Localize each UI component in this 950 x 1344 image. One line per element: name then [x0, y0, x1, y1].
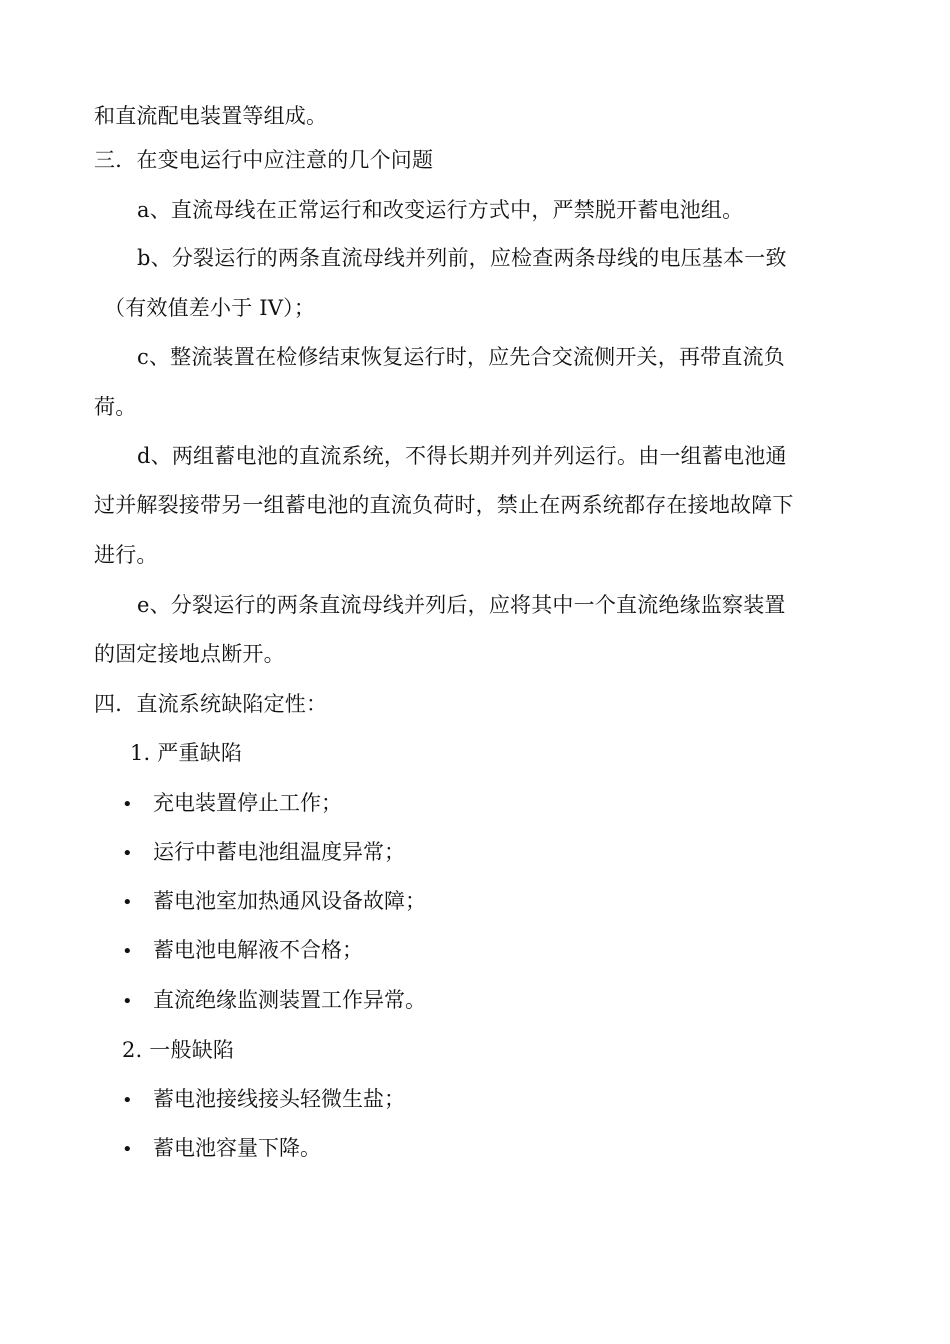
list-item-text: 直流绝缘监测装置工作异常。: [153, 988, 426, 1012]
bullet-icon: •: [122, 941, 133, 962]
list-item: [122, 837, 405, 869]
severe-defects-heading: 1. 严重缺陷: [130, 741, 243, 765]
section-four-heading: 四．直流系统缺陷定性：: [94, 692, 328, 716]
list-item-text: 蓄电池电解液不合格；: [153, 938, 363, 962]
list-item-text: 运行中蓄电池组温度异常；: [153, 840, 405, 864]
paragraph-b-line2: （有效值差小于 IV）；: [104, 296, 316, 320]
list-item: [122, 935, 363, 967]
paragraph-e-line2: 的固定接地点断开。: [94, 642, 285, 666]
bullet-icon: •: [122, 1139, 133, 1160]
list-item-text: 充电装置停止工作；: [153, 791, 342, 815]
bullet-icon: •: [122, 1090, 133, 1111]
paragraph-c-line1: c、整流装置在检修结束恢复运行时，应先合交流侧开关，再带直流负: [137, 345, 785, 369]
section-three-heading: 三．在变电运行中应注意的几个问题: [94, 148, 434, 172]
bullet-icon: •: [122, 991, 133, 1012]
paragraph-c-line2: 荷。: [94, 395, 137, 419]
paragraph-d-line1: d、两组蓄电池的直流系统，不得长期并列并列运行。由一组蓄电池通: [137, 444, 787, 468]
list-item: [122, 886, 426, 918]
list-item-text: 蓄电池接线接头轻微生盐；: [153, 1087, 405, 1111]
list-item: [122, 1084, 405, 1116]
list-item: [122, 788, 342, 820]
paragraph-b-line1: b、分裂运行的两条直流母线并列前，应检查两条母线的电压基本一致: [137, 246, 787, 270]
bullet-icon: •: [122, 892, 133, 913]
paragraph-e-line1: e、分裂运行的两条直流母线并列后，应将其中一个直流绝缘监察装置: [137, 593, 786, 617]
paragraph-a: a、直流母线在正常运行和改变运行方式中，严禁脱开蓄电池组。: [137, 198, 744, 222]
list-item: [122, 1133, 321, 1165]
bullet-icon: •: [122, 843, 133, 864]
text-line-continuation: 和直流配电装置等组成。: [94, 104, 328, 128]
paragraph-d-line2: 过并解裂接带另一组蓄电池的直流负荷时，禁止在两系统都存在接地故障下: [94, 493, 794, 517]
list-item: [122, 985, 426, 1017]
list-item-text: 蓄电池容量下降。: [153, 1136, 321, 1160]
paragraph-d-line3: 进行。: [94, 543, 158, 567]
bullet-icon: •: [122, 794, 133, 815]
list-item-text: 蓄电池室加热通风设备故障；: [153, 889, 426, 913]
general-defects-heading: 2. 一般缺陷: [122, 1038, 235, 1062]
